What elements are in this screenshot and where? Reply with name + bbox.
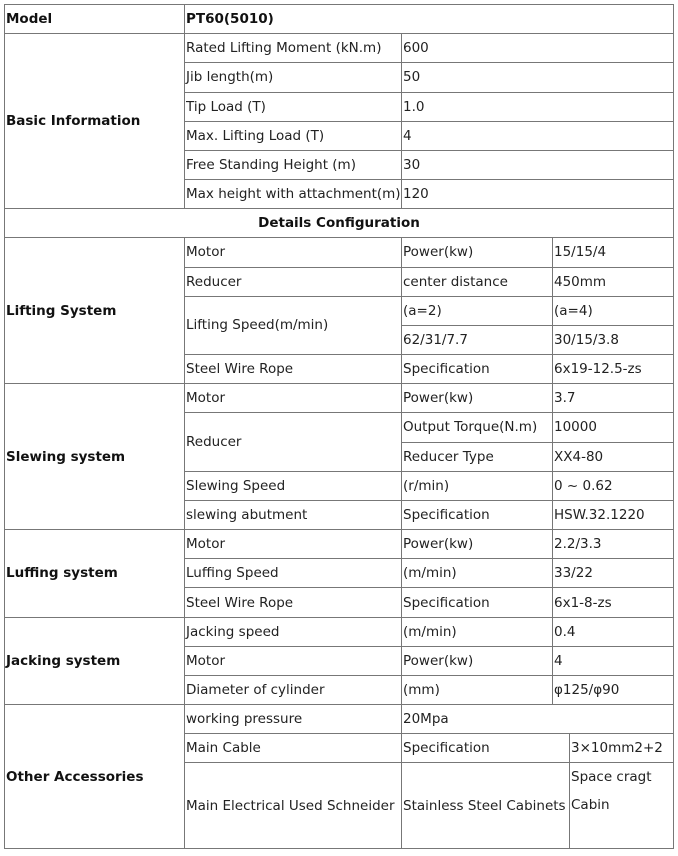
spec-label: Tip Load (T) <box>185 92 402 121</box>
spec-value: 3×10mm2+2 <box>570 734 674 763</box>
spec-label: working pressure <box>185 705 402 734</box>
spec-label: Max. Lifting Load (T) <box>185 121 402 150</box>
spec-label: Jacking speed <box>185 617 402 646</box>
section-lifting-system: Lifting System <box>5 238 185 384</box>
section-slewing-system: Slewing system <box>5 384 185 530</box>
spec-label: slewing abutment <box>185 500 402 529</box>
spec-value: XX4-80 <box>553 442 674 471</box>
spec-param: Specification <box>402 734 570 763</box>
spec-value: 20Mpa <box>402 705 674 734</box>
spec-label: Main Electrical Used Schneider <box>185 763 402 849</box>
table-row <box>5 530 674 559</box>
model-value: PT60(5010) <box>185 5 674 34</box>
spec-label: Steel Wire Rope <box>185 355 402 384</box>
reeving-a2-value: 62/31/7.7 <box>402 325 553 354</box>
spec-param: Power(kw) <box>402 384 553 413</box>
spec-value: 50 <box>402 63 674 92</box>
spec-label: Rated Lifting Moment (kN.m) <box>185 34 402 63</box>
section-jacking-system: Jacking system <box>5 617 185 705</box>
spec-value: 6x1-8-zs <box>553 588 674 617</box>
spec-value: 450mm <box>553 267 674 296</box>
spec-label: Luffing Speed <box>185 559 402 588</box>
spec-table <box>4 4 674 849</box>
spec-label: Motor <box>185 238 402 267</box>
spec-param: Specification <box>402 500 553 529</box>
reeving-a4-value: 30/15/3.8 <box>553 325 674 354</box>
spec-label: Lifting Speed(m/min) <box>185 296 402 354</box>
spec-param: (m/min) <box>402 559 553 588</box>
spec-param: Stainless Steel Cabinets <box>402 763 570 849</box>
spec-label: Main Cable <box>185 734 402 763</box>
spec-label: Slewing Speed <box>185 471 402 500</box>
spec-value: 30 <box>402 150 674 179</box>
table-row <box>5 384 674 413</box>
spec-param: (r/min) <box>402 471 553 500</box>
spec-value: 600 <box>402 34 674 63</box>
spec-value: Space cragt Cabin <box>570 763 674 849</box>
table-row <box>5 34 674 63</box>
spec-value: 6x19-12.5-zs <box>553 355 674 384</box>
spec-label: Motor <box>185 530 402 559</box>
spec-label: Jib length(m) <box>185 63 402 92</box>
table-row <box>5 705 674 734</box>
table-row <box>5 238 674 267</box>
reeving-a2-label: (a=2) <box>402 296 553 325</box>
section-other-accessories: Other Accessories <box>5 705 185 849</box>
spec-value: 0 ~ 0.62 <box>553 471 674 500</box>
spec-value: 4 <box>553 646 674 675</box>
spec-param: Power(kw) <box>402 530 553 559</box>
spec-param: Reducer Type <box>402 442 553 471</box>
spec-param: (mm) <box>402 675 553 704</box>
spec-value: 2.2/3.3 <box>553 530 674 559</box>
details-configuration-title: Details Configuration <box>5 209 674 238</box>
spec-param: Power(kw) <box>402 646 553 675</box>
spec-value: 10000 <box>553 413 674 442</box>
spec-label: Reducer <box>185 413 402 471</box>
spec-value: 1.0 <box>402 92 674 121</box>
spec-value: 33/22 <box>553 559 674 588</box>
spec-label: Motor <box>185 646 402 675</box>
spec-value: 4 <box>402 121 674 150</box>
section-luffing-system: Luffing system <box>5 530 185 618</box>
spec-label: Diameter of cylinder <box>185 675 402 704</box>
section-basic-information: Basic Information <box>5 34 185 209</box>
spec-label: Reducer <box>185 267 402 296</box>
spec-label: Motor <box>185 384 402 413</box>
spec-param: (m/min) <box>402 617 553 646</box>
details-header-row <box>5 209 674 238</box>
spec-param: Specification <box>402 588 553 617</box>
table-row <box>5 617 674 646</box>
model-row <box>5 5 674 34</box>
spec-value: 120 <box>402 180 674 209</box>
spec-label: Max height with attachment(m) <box>185 180 402 209</box>
spec-value: 15/15/4 <box>553 238 674 267</box>
model-label: Model <box>5 5 185 34</box>
spec-value: 3.7 <box>553 384 674 413</box>
spec-param: Power(kw) <box>402 238 553 267</box>
spec-param: Specification <box>402 355 553 384</box>
spec-value: φ125/φ90 <box>553 675 674 704</box>
spec-value: 0.4 <box>553 617 674 646</box>
spec-label: Free Standing Height (m) <box>185 150 402 179</box>
spec-param: center distance <box>402 267 553 296</box>
spec-param: Output Torque(N.m) <box>402 413 553 442</box>
spec-value: HSW.32.1220 <box>553 500 674 529</box>
reeving-a4-label: (a=4) <box>553 296 674 325</box>
spec-label: Steel Wire Rope <box>185 588 402 617</box>
